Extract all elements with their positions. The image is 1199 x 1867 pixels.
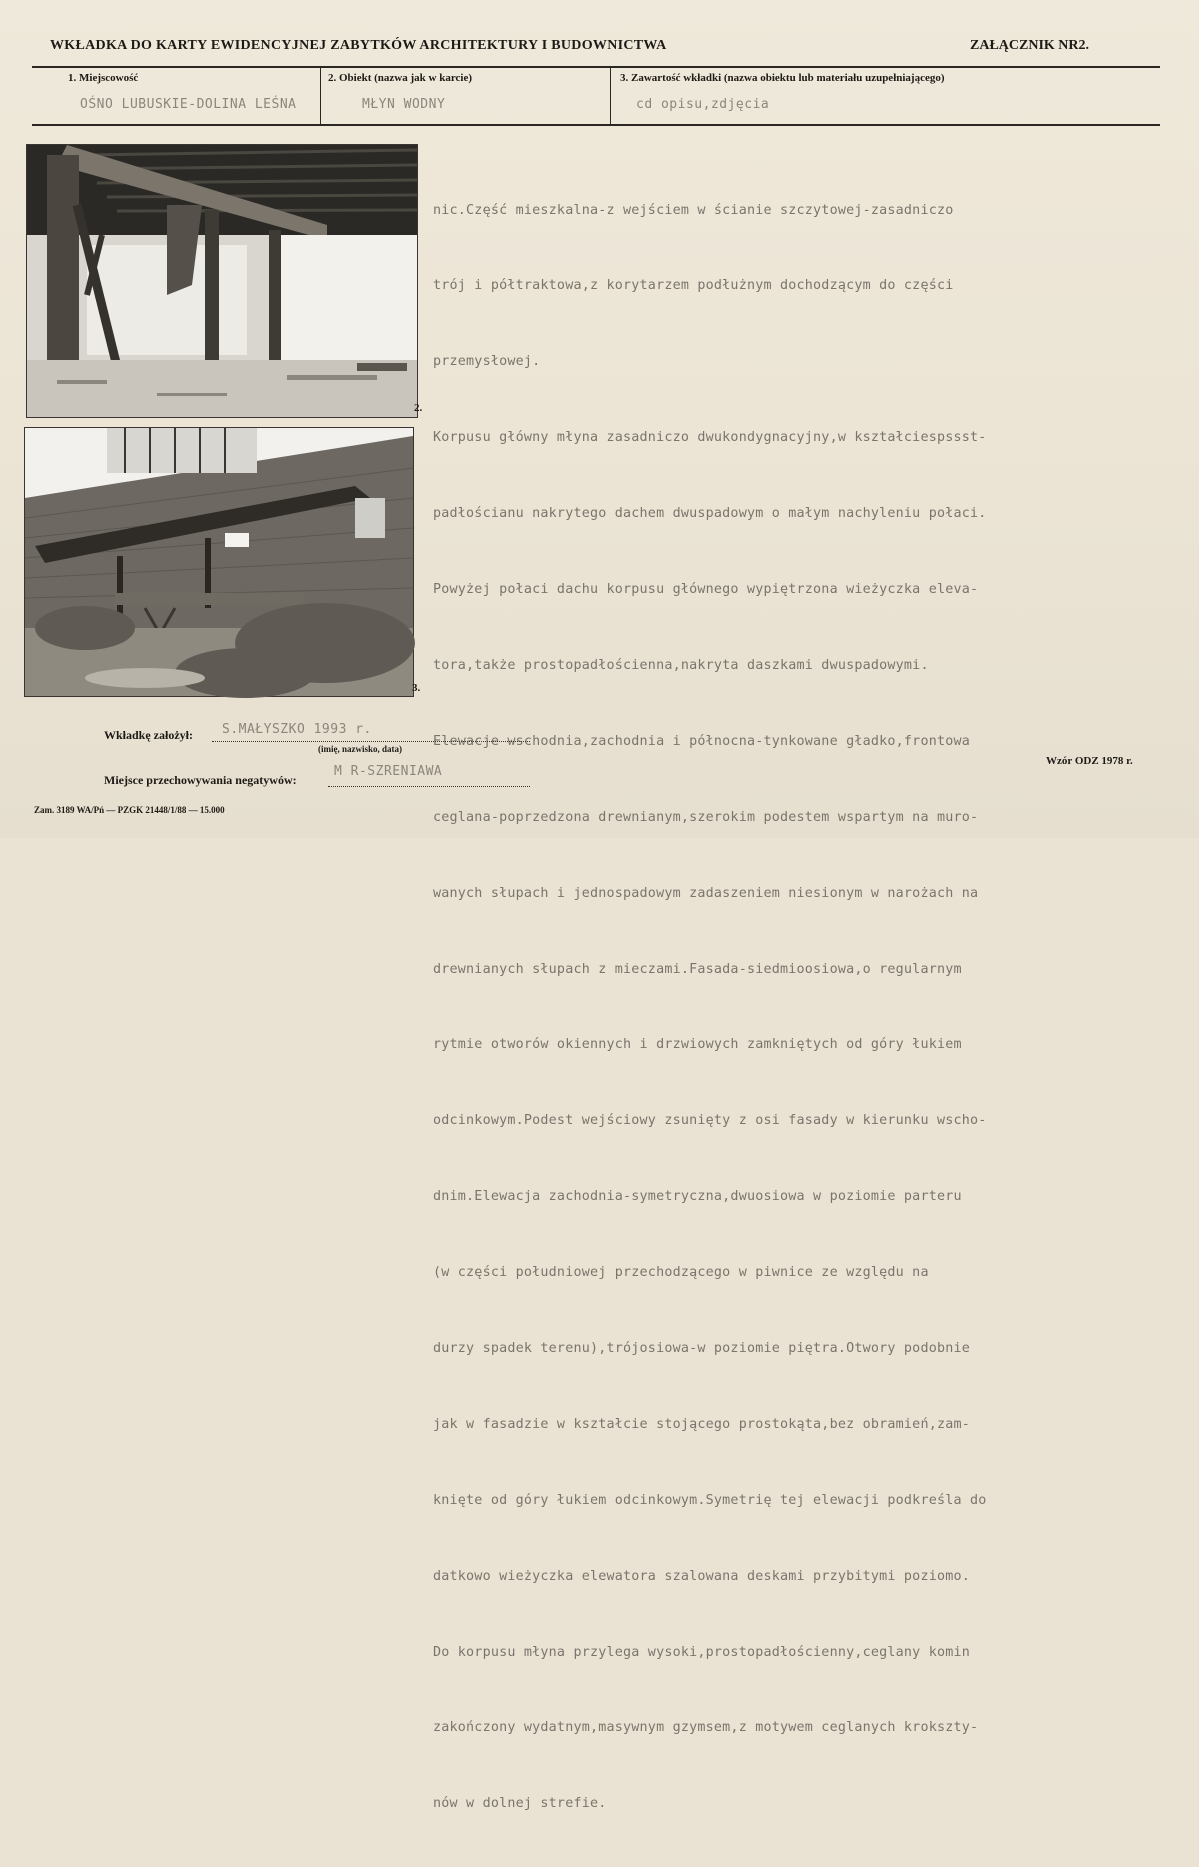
annex-number: ZAŁĄCZNIK NR2. <box>970 38 1090 53</box>
description-line: odcinkowym.Podest wejściowy zsunięty z osi fasady w kierunku wscho- <box>433 1113 987 1129</box>
negatives-storage-label: Miejsce przechowywania negatywów: <box>104 773 297 787</box>
field-label-locality: 1. Miejscowość <box>68 72 139 84</box>
description-line: (w części południowej przechodzącego w piwnice ze względu na <box>433 1265 929 1281</box>
description-text <box>433 147 1133 1867</box>
photo-number-2: 2. <box>414 402 423 414</box>
description-line: datkowo wieżyczka elewatora szalowana deskami przybitymi poziomo. <box>433 1568 971 1584</box>
description-line: knięte od góry łukiem odcinkowym.Symetrię tej elewacji podkreśla do <box>433 1492 987 1508</box>
negatives-storage-value: M R-SZRENIAWA <box>334 764 443 779</box>
description-line: przemysłowej. <box>433 354 541 370</box>
description-line: zakończony wydatnym,masywnym gzymsem,z motywem ceglanych kroksztу- <box>433 1720 979 1736</box>
description-line: tora,także prostopadłościenna,nakryta daszkami dwuspadowymi. <box>433 657 929 673</box>
description-line: rytmie otworów okiennych i drzwiowych zamkniętych od góry łukiem <box>433 1037 962 1053</box>
photo-number-3: 3. <box>412 682 421 694</box>
description-line: Elewacje wschodnia,zachodnia i północna-tynkowane gładko,frontowa <box>433 733 971 749</box>
description-line: durzy spadek terenu),trójosiowa-w poziomie piętra.Otwory podobnie <box>433 1340 971 1356</box>
description-line: Powyżej połaci dachu korpusu głównego wypiętrzona wieżyczka eleva- <box>433 582 979 598</box>
table-divider-2 <box>610 67 611 125</box>
field-label-object: 2. Obiekt (nazwa jak w karcie) <box>328 72 473 84</box>
description-line: ceglana-poprzedzona drewnianym,szerokim podestem wspartym na muro- <box>433 809 979 825</box>
mill-interior-image <box>27 145 417 417</box>
table-divider-1 <box>320 67 321 125</box>
description-line: nic.Część mieszkalna-z wejściem w ścianie szczytowej-zasadniczo <box>433 202 954 218</box>
photo-mill-interior <box>26 144 418 418</box>
table-top-rule <box>32 66 1160 68</box>
field-value-locality: OŚNO LUBUSKIE-DOLINA LEŚNA <box>80 97 297 112</box>
field-label-contents: 3. Zawartość wkładki (nazwa obiektu lub materiału uzupełniającego) <box>620 72 945 84</box>
founded-by-label: Wkładkę założył: <box>104 728 193 742</box>
negatives-storage-line <box>328 786 530 787</box>
description-line: trój i półtraktowa,z korytarzem podłużnym dochodzącym do części <box>433 278 954 294</box>
mill-exterior-image <box>25 428 413 696</box>
description-line: Korpusu główny młyna zasadniczo dwukondygnacyjny,w kształciespssst- <box>433 430 987 446</box>
description-line: dnim.Elewacja zachodnia-symetryczna,dwuosiowa w poziomie parteru <box>433 1189 962 1205</box>
print-info: Zam. 3189 WA/Pń — PZGK 21448/1/88 — 15.000 <box>34 805 225 815</box>
table-bottom-rule <box>32 124 1160 126</box>
founded-by-hint: (imię, nazwisko, data) <box>318 744 402 754</box>
description-line: drewnianych słupach z mieczami.Fasada-siedmioosiowa,o regularnym <box>433 961 962 977</box>
field-value-contents: cd opisu,zdjęcia <box>636 97 770 112</box>
description-line: Do korpusu młyna przylega wysoki,prostopadłościenny,ceglany komin <box>433 1644 971 1660</box>
description-line: padłościanu nakrytego dachem dwuspadowym o małym nachyleniu połaci. <box>433 506 987 522</box>
form-title: WKŁADKA DO KARTY EWIDENCYJNEJ ZABYTKÓW ARCHITEKTURY I BUDOWNICTWA <box>50 38 667 53</box>
founded-by-value: S.MAŁYSZKO 1993 r. <box>222 722 372 737</box>
field-value-object: MŁYN WODNY <box>362 97 446 112</box>
photo-mill-exterior <box>24 427 414 697</box>
description-line: wanych słupach i jednospadowym zadaszeniem niesionym w narożach na <box>433 885 979 901</box>
form-model: Wzór ODZ 1978 r. <box>1046 755 1133 767</box>
description-line: nów w dolnej strefie. <box>433 1796 607 1812</box>
founded-by-line <box>212 741 530 742</box>
description-line: jak w fasadzie w kształcie stojącego prostokąta,bez obramień,zam- <box>433 1416 971 1432</box>
